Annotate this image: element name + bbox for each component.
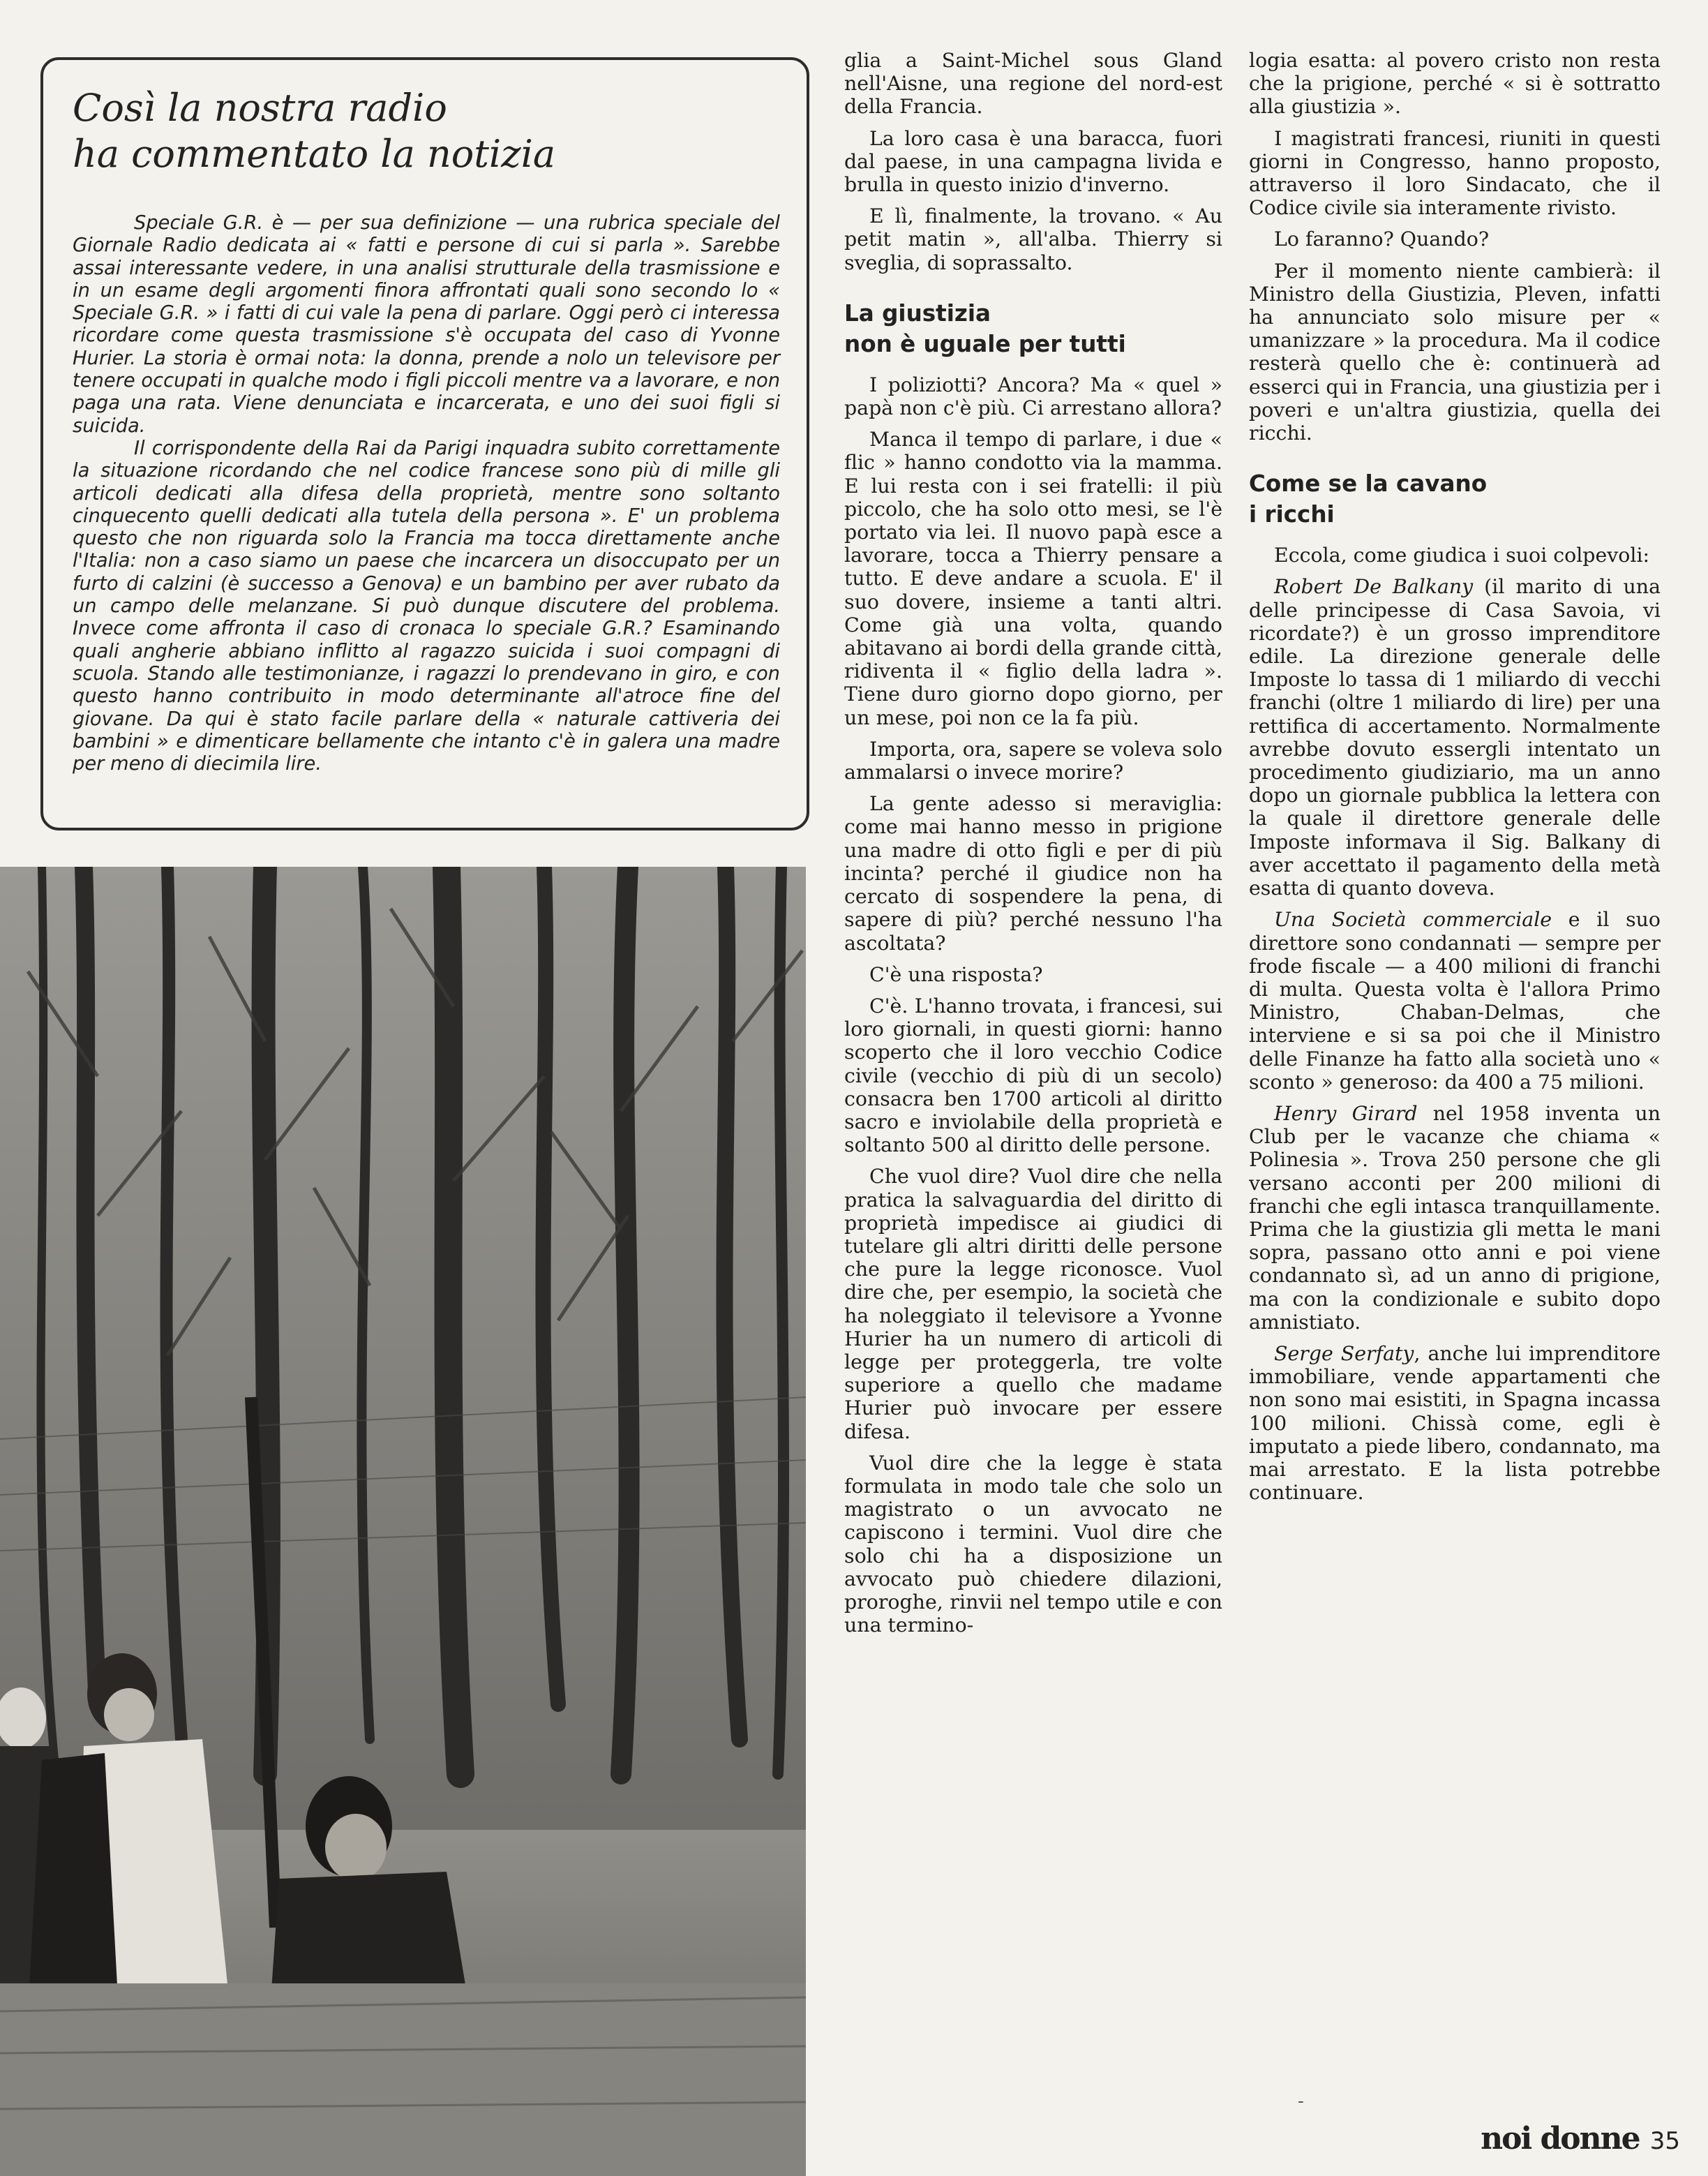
footer-dash: - [1298,2091,1304,2112]
section-heading-rich [1249,468,1661,530]
article-column-3 [1249,49,1661,2136]
case-name: Robert De Balkany [1274,575,1474,599]
paragraph: Per il momento niente cambierà: il Ministro della Giustizia, Pleven, infatti ha annunciato solo misure per « umanizzare » la procedura. Ma il codice resterà quello che è: continuerà ad esserci qui in Francia, una giustizia per i poveri e un'altra giustizia, quella dei ricchi. [1249,259,1661,445]
case-text: e il suo direttore sono condannati — sempre per frode fiscale — a 400 milioni di franchi di multa. Questa volta è l'allora Primo Ministro, Chaban-Delmas, che interviene e si sa poi che il Ministro delle Finanze ha fatto alla società uno « sconto » generoso: da 400 a 75 milioni. [1249,908,1661,1094]
paragraph [1249,575,1661,900]
paragraph: C'è una risposta? [869,962,1043,986]
paragraph: I magistrati francesi, riuniti in questi giorni in Congresso, hanno proposto, attraverso il loro Sindacato, che il Codice civile sia interamente rivisto. [1249,126,1661,220]
section-heading-justice [844,298,1222,359]
paragraph [1249,1342,1661,1504]
news-photo [0,867,806,2176]
paragraph: glia a Saint-Michel sous Gland nell'Aisne, una regione del nord-est della Francia. [844,49,1222,119]
case-name: Henry Girard [1274,1101,1418,1125]
case-name: Una Società commerciale [1274,908,1552,932]
box-paragraph: Speciale G.R. è — per sua definizione — una rubrica speciale del Giornale Radio dedicata ai « fatti e persone di cui si parla ». Sarebbe assai interessante vedere, in una analisi strutturale della trasmissione e in un esame degli argomenti finora affrontati quali sono secondo lo « Speciale G.R. » i fatti di cui vale la pena di parlare. Oggi però ci interessa ricordare come questa trasmissione s'è occupata del caso di Yvonne Hurier. La storia è ormai nota: la donna, prende a nolo un televisore per tenere occupati in qualche modo i figli piccoli mentre va a lavorare, e non paga una rata. Viene denunciata e incarcerata, e uno dei suoi figli si suicida. [73,212,780,437]
paragraph: Che vuol dire? Vuol dire che nella pratica la salvaguardia del diritto di proprietà impedisce ai giudici di tutelare gli altri diritti delle persone che pure la legge riconosce. Vuol dire che, per esempio, la società che ha noleggiato il televisore a Yvonne Hurier ha un numero di articoli di legge per proteggerla, tre volte superiore a quello che madame Hurier può invocare per essere difesa. [844,1165,1222,1443]
case-text: nel 1958 inventa un Club per le vacanze che chiama « Polinesia ». Trova 250 persone che gli versano acconti per 200 milioni di franchi che egli intasca tranquillamente. Prima che la giustizia gli metta le mani sopra, passano otto anni e poi viene condannato sì, ad un anno di prigione, ma con la condizionale e subito dopo amnistiato. [1249,1101,1661,1334]
box-title-line2: ha commentato la notizia [73,132,556,176]
case-text: (il marito di una delle principesse di Casa Savoia, vi ricordate?) è un grosso imprenditore edile. La direzione generale delle Imposte lo tassa di 1 miliardo di vecchi franchi (oltre 1 miliardo di lire) per una rettifica di accertamento. Normalmente avrebbe dovuto essergli intentato un procedimento giudiziario, ma un anno dopo un giornale pubblica la lettera con la quale il direttore generale delle Imposte informava il Sig. Balkany di aver accettato il pagamento della metà esatta di quanto doveva. [1249,575,1661,900]
paragraph: Importa, ora, sapere se voleva solo ammalarsi o invece morire? [844,737,1222,784]
case-text: , anche lui imprenditore immobiliare, vende appartamenti che non sono mai esistiti, in Spagna incassa 100 milioni. Chissà come, egli è imputato a piede libero, condannato, ma mai arrestato. E la lista potrebbe continuare. [1249,1341,1661,1505]
paragraph: C'è. L'hanno trovata, i francesi, sui loro giornali, in questi giorni: hanno scoperto che il loro vecchio Codice civile (vecchio di più di un secolo) consacra ben 1700 articoli al diritto sacro e inviolabile della proprietà e soltanto 500 al diritto delle persone. [844,994,1222,1157]
case-name: Serge Serfaty [1274,1341,1414,1365]
page-footer [1481,2121,1680,2156]
photo-people-in-field-image [0,867,806,2176]
box-body [73,212,780,775]
box-paragraph: Il corrispondente della Rai da Parigi inquadra subito correttamente la situazione ricordando che nel codice francese sono più di mille gli articoli dedicati alla difesa della proprietà, mentre sono soltanto cinquecento quelli dedicati alla tutela della persona ». E' un problema questo che non riguarda solo la Francia ma tocca direttamente anche l'Italia: non a caso siamo un paese che incarcera un disoccupato per un furto di calzini (è successo a Genova) e un bambino per aver rubato da un campo delle melanzane. Si può dunque discutere del problema. Invece come affronta il caso di cronaca lo speciale G.R.? Esaminando quali angherie abbiano inflitto al ragazzo suicida i suoi compagni di scuola. Stando alle testimonianze, i ragazzi lo prendevano in giro, e con questo hanno contribuito in modo determinante all'atroce fine del giovane. Da qui è stato facile parlare della « naturale cattiveria dei bambini » e dimenticare bellamente che intanto c'è in galera una madre per meno di diecimila lire. [73,437,780,775]
box-title [73,85,780,177]
paragraph: logia esatta: al povero cristo non resta che la prigione, perché « si è sottratto alla giustizia ». [1249,49,1661,119]
heading-line: i ricchi [1249,501,1335,528]
page-number: 35 [1649,2127,1680,2155]
radio-commentary-box [40,57,809,830]
paragraph: Vuol dire che la legge è stata formulata in modo tale che solo un magistrato o un avvocato ne capiscono i termini. Vuol dire che solo chi ha a disposizione un avvocato può chiedere dilazioni, proroghe, rinvii nel tempo utile e con una termino- [844,1451,1222,1637]
paragraph: La gente adesso si meraviglia: come mai hanno messo in prigione una madre di otto figli e per di più incinta? perché il giudice non ha cercato di sospendere la pena, di sapere di più? perché nessuno l'ha ascoltata? [844,792,1222,955]
paragraph: Lo faranno? Quando? [1274,228,1490,251]
paragraph: La loro casa è una baracca, fuori dal paese, in una campagna livida e brulla in questo inizio d'inverno. [844,126,1222,197]
paragraph: Eccola, come giudica i suoi colpevoli: [1274,544,1650,567]
box-title-line1: Così la nostra radio [73,86,447,130]
paragraph [1249,1102,1661,1334]
heading-line: La giustizia [844,299,991,327]
paragraph [1249,908,1661,1094]
paragraph: I poliziotti? Ancora? Ma « quel » papà non c'è più. Ci arrestano allora? [844,373,1222,420]
heading-line: Come se la cavano [1249,470,1488,498]
magazine-logo: noi donne [1481,2121,1640,2156]
paragraph: E lì, finalmente, la trovano. « Au petit matin », all'alba. Thierry si sveglia, di soprassalto. [844,204,1222,274]
heading-line: non è uguale per tutti [844,330,1126,357]
paragraph: Manca il tempo di parlare, i due « flic » hanno condotto via la mamma. E lui resta con i sei fratelli: il più piccolo, che ha solo otto mesi, se l'è portato via lei. Il nuovo papà esce a lavorare, tocca a Thierry pensare a tutto. E deve andare a scuola. E' il suo dovere, insieme a tanti altri. Come già una volta, quando abitavano ai bordi della grande città, ridiventa il « figlio della ladra ». Tiene duro giorno dopo giorno, per un mese, poi non ce la fa più. [844,428,1222,729]
article-column-2 [844,49,1222,2136]
